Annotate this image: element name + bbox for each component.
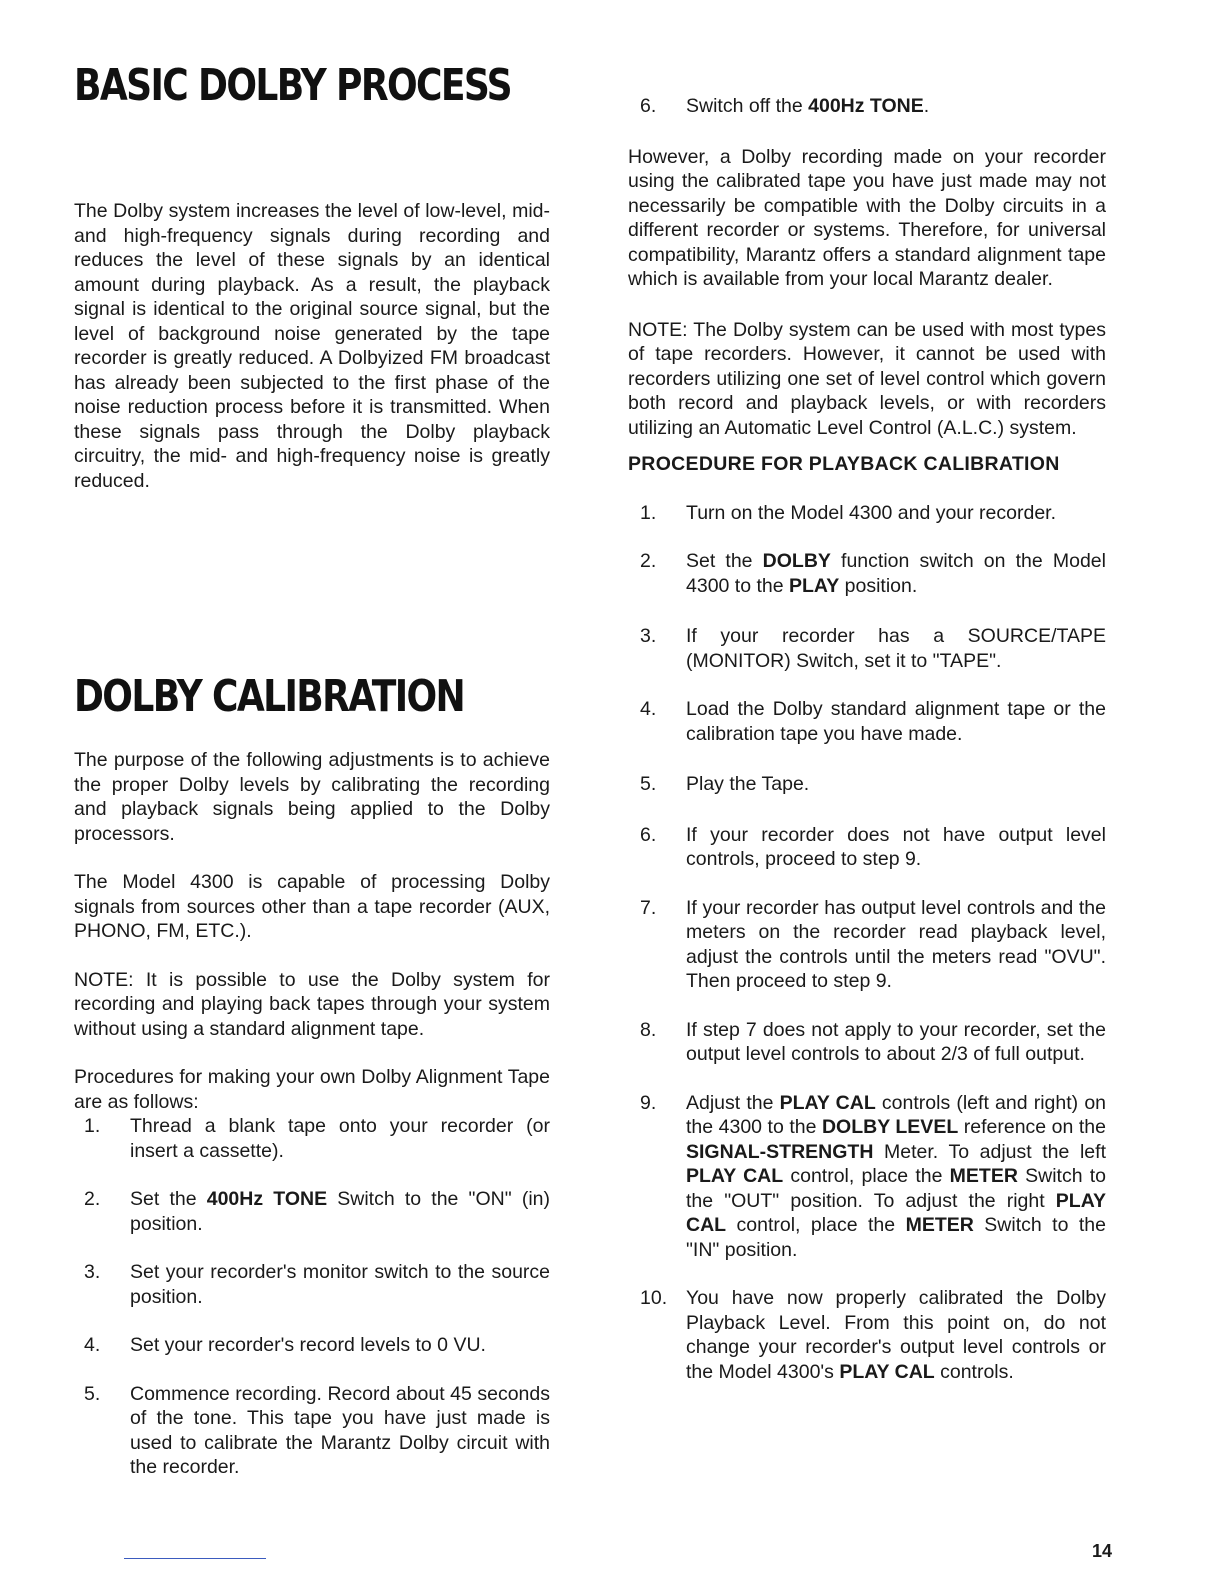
page-number: 14 [1092,1541,1113,1561]
playback-calibration-subheading: PROCEDURE FOR PLAYBACK CALIBRATION [628,453,1060,475]
list-item: 1. Turn on the Model 4300 and your recorder. [640,501,1057,524]
list-item: 2. Set the 400Hz TONE Switch to the "ON" (in) position. [84,1188,550,1235]
basic-dolby-paragraph: The Dolby system increases the level of low-level, mid- and high-frequency signals during recording and reduces the level of these signals by an identical amount during playback. As a result, the playback signal is identical to the original source signal, but the level of background noise generated by the tape recorder is greatly reduced. A Dolbyized FM broadcast has already been subjected to the first phase of the noise reduction process before it is transmitted. When these signals pass through the Dolby playback circuitry, the mid- and high-frequency noise is greatly reduced. [74,200,550,492]
list-item: 5. Commence recording. Record about 45 seconds of the tone. This tape you have just made is used to calibrate the Marantz Dolby circuit with the recorder. [84,1382,550,1478]
footer-rule [124,1558,266,1559]
list-item: 9. Adjust the PLAY CAL controls (left and right) on the 4300 to the DOLBY LEVEL reference on the SIGNAL-STRENGTH Meter. To adjust the left PLAY CAL control, place the METER Switch to the "OUT" position. To adjust the right PLAY CAL control, place the METER Switch to the "IN" position. [640,1091,1107,1261]
list-item: 4. Load the Dolby standard alignment tape or the calibration tape you have made. [640,698,1106,745]
calibration-purpose-paragraph: The purpose of the following adjustments is to achieve the proper Dolby levels by calibrating the recording and playback signals being applied to the Dolby processors. [74,749,550,845]
basic-dolby-process-heading: BASIC DOLBY PROCESS [74,60,511,111]
model-capability-paragraph: The Model 4300 is capable of processing Dolby signals from sources other than a tape recorder (AUX, PHONO, FM, ETC.). [74,871,550,942]
list-item: 6. Switch off the 400Hz TONE. [640,95,930,117]
list-item: 7. If your recorder has output level controls and the meters on the recorder read playback level, adjust the controls until the meters read "OVU". Then proceed to step 9. [640,896,1106,992]
list-item: 1. Thread a blank tape onto your recorder (or insert a cassette). [84,1115,550,1162]
list-item: 2. Set the DOLBY function switch on the Model 4300 to the PLAY position. [640,550,1106,597]
list-item: 4. Set your recorder's record levels to 0 VU. [84,1334,486,1356]
list-item: 8. If step 7 does not apply to your recorder, set the output level controls to about 2/3 of full output. [640,1018,1106,1065]
list-item: 3. If your recorder has a SOURCE/TAPE (MONITOR) Switch, set it to "TAPE". [640,625,1106,672]
list-item: 3. Set your recorder's monitor switch to the source position. [84,1261,550,1308]
procedures-intro: Procedures for making your own Dolby Alignment Tape are as follows: [74,1066,550,1113]
note-paragraph: NOTE: It is possible to use the Dolby system for recording and playing back tapes through your system without using a standard alignment tape. [74,968,550,1040]
left-column [74,60,550,1480]
compatibility-paragraph: However, a Dolby recording made on your recorder using the calibrated tape you have just made may not necessarily be compatible with the Dolby circuits in a different recorder or systems. Therefore, for universal compatibility, Marantz offers a standard alignment tape which is available from your local Marantz dealer. [628,145,1106,290]
dolby-calibration-heading: DOLBY CALIBRATION [74,671,465,722]
list-item: 10. You have now properly calibrated the Dolby Playback Level. From this point on, do not change your recorder's output level controls or the Model 4300's PLAY CAL controls. [640,1287,1106,1383]
list-item: 6. If your recorder does not have output level controls, proceed to step 9. [640,823,1106,870]
list-item: 5. Play the Tape. [640,773,810,795]
note-paragraph-2: NOTE: The Dolby system can be used with most types of tape recorders. However, it cannot be used with recorders utilizing one set of level control which govern both record and playback levels, or with recorders utilizing an Automatic Level Control (A.L.C.) system. [628,318,1106,439]
right-column [628,70,1106,1384]
